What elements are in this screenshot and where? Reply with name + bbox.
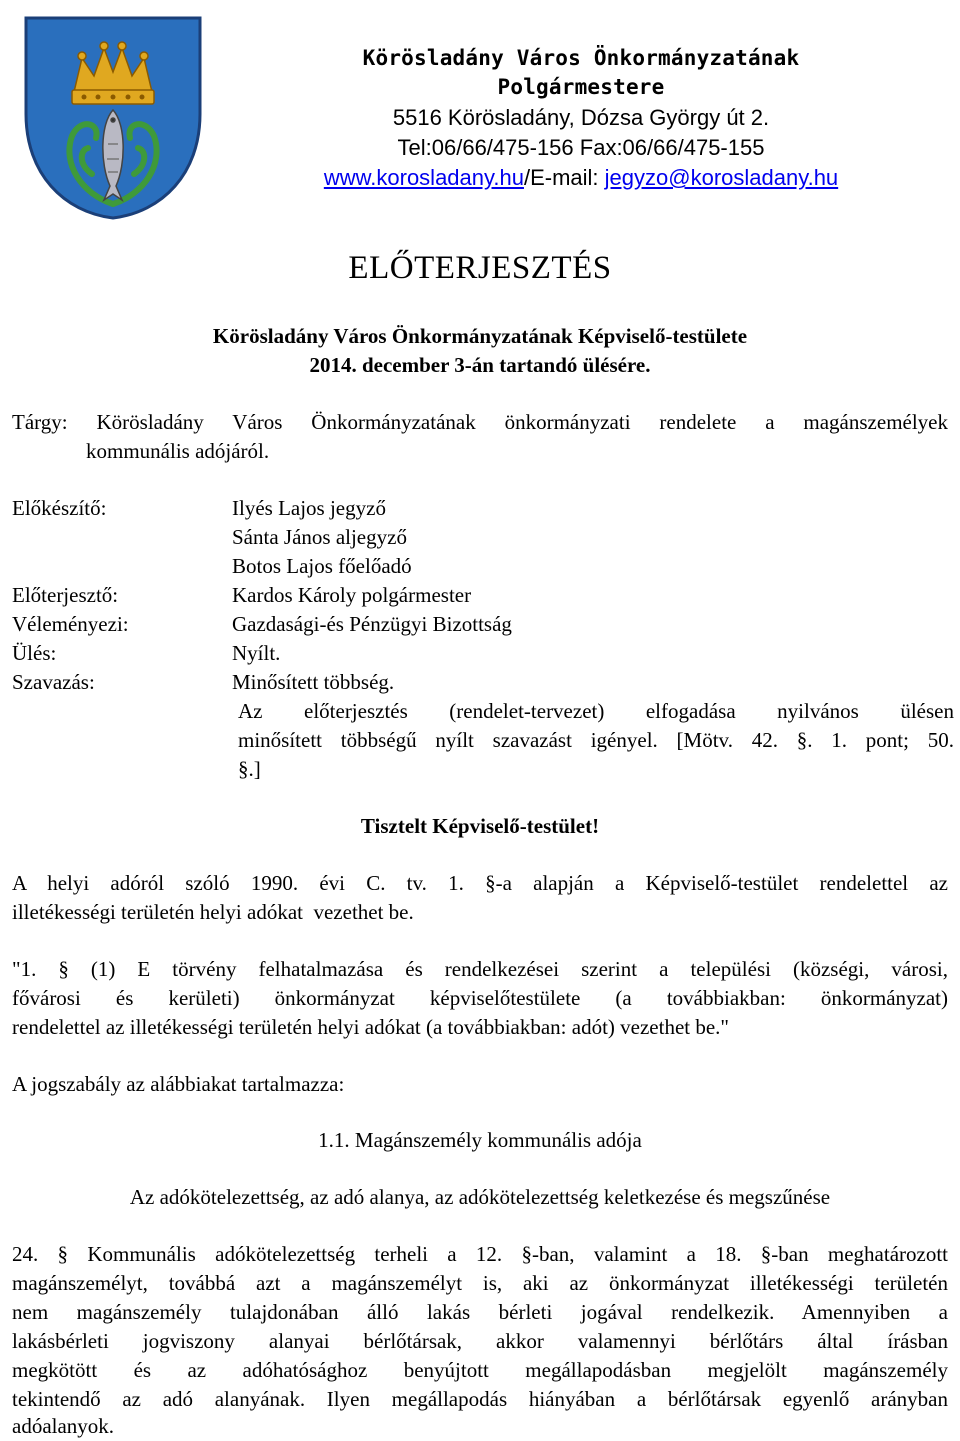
section-heading: 1.1. Magánszemély kommunális adója <box>318 1128 642 1152</box>
preparer-2: Sánta János aljegyző <box>232 525 407 549</box>
para24-line5: megkötött és az adóhatósághoz benyújtott megállapodásban megjelölt magánszemély <box>12 1358 948 1382</box>
email-label: /E-mail: <box>523 165 605 190</box>
session-label: Ülés: <box>12 641 57 665</box>
contact-line <box>228 163 934 192</box>
para24-line2: magánszemélyt, továbbá azt a magánszemélyt is, aki az önkormányzat illetékességi területén <box>12 1271 948 1295</box>
subtitle-body: Körösladány Város Önkormányzatának Képviselő-testülete <box>212 324 748 348</box>
salutation: Tisztelt Képviselő-testület! <box>360 814 600 838</box>
vote-label: Szavazás: <box>12 670 95 694</box>
org-name-line2: Polgármestere <box>497 75 665 99</box>
reviewer-label: Véleményezi: <box>12 612 129 636</box>
preparer-1: Ilyés Lajos jegyző <box>232 496 386 520</box>
para1-line1: A helyi adóról szóló 1990. évi C. tv. 1. §-a alapján a Képviselő-testület rendelettel az <box>12 871 948 895</box>
subject-line1: Körösladány Város Önkormányzatának önkormányzati rendelete a magánszemélyek <box>96 410 949 434</box>
para24-line6: tekintendő az adó alanyának. Ilyen megállapodás hiányában a bérlőtársak egyenlő arányban <box>12 1387 948 1411</box>
presenter-label: Előterjesztő: <box>12 583 119 607</box>
quote-line2: fővárosi és kerületi) önkormányzat képviselőtestülete (a továbbiakban: önkormányzat) <box>12 986 948 1010</box>
subject-line2: kommunális adójáról. <box>86 439 270 463</box>
vote-note-line2: minősített többségű nyílt szavazást igényel. [Mötv. 42. §. 1. pont; 50. <box>238 728 954 752</box>
session: Nyílt. <box>232 641 281 665</box>
section-subheading: Az adókötelezettség, az adó alanya, az adókötelezettség keletkezése és megszűnése <box>129 1185 831 1209</box>
quote-line1: "1. § (1) E törvény felhatalmazása és rendelkezései szerint a települési (községi, városi, <box>12 957 948 981</box>
subject-label: Tárgy: <box>12 410 68 434</box>
coat-of-arms-logo <box>22 14 204 220</box>
para24-line3: nem magánszemély tulajdonában álló lakás bérleti jogával rendelkezik. Amennyiben a <box>12 1300 948 1324</box>
org-name-line1: Körösladány Város Önkormányzatának <box>362 46 800 70</box>
vote-note-line1: Az előterjesztés (rendelet-tervezet) elfogadása nyilvános ülésen <box>238 699 954 723</box>
subtitle-date: 2014. december 3-án tartandó ülésére. <box>309 353 651 377</box>
document-title: ELŐTERJESZTÉS <box>348 250 612 286</box>
phone-fax: Tel:06/66/475-156 Fax:06/66/475-155 <box>397 135 765 160</box>
vote-note-line3: §.] <box>238 757 261 781</box>
preparer-label: Előkészítő: <box>12 496 107 520</box>
vote: Minősített többség. <box>232 670 395 694</box>
para1-line2: illetékességi területén helyi adókat vezethet be. <box>12 900 414 924</box>
quote-line3: rendelettel az illetékességi területén helyi adókat (a továbbiakban: adót) vezethet be." <box>12 1015 730 1039</box>
email-link[interactable]: jegyzo@korosladany.hu <box>604 165 839 190</box>
presenter: Kardos Károly polgármester <box>232 583 472 607</box>
website-link[interactable]: www.korosladany.hu <box>323 165 524 190</box>
reviewer: Gazdasági-és Pénzügyi Bizottság <box>232 612 512 636</box>
subject <box>12 408 948 437</box>
para24-line4: lakásbérleti jogviszony alanyai bérlőtársak, akkor valamennyi bérlőtárs által írásban <box>12 1329 948 1353</box>
preparer-3: Botos Lajos főelőadó <box>232 554 412 578</box>
address: 5516 Körösladány, Dózsa György út 2. <box>392 105 770 130</box>
para24-line7: adóalanyok. <box>12 1414 115 1438</box>
para24-line1: 24. § Kommunális adókötelezettség terheli a 12. §-ban, valamint a 18. §-ban meghatározott <box>12 1242 948 1266</box>
contents-intro: A jogszabály az alábbiakat tartalmazza: <box>12 1072 345 1096</box>
